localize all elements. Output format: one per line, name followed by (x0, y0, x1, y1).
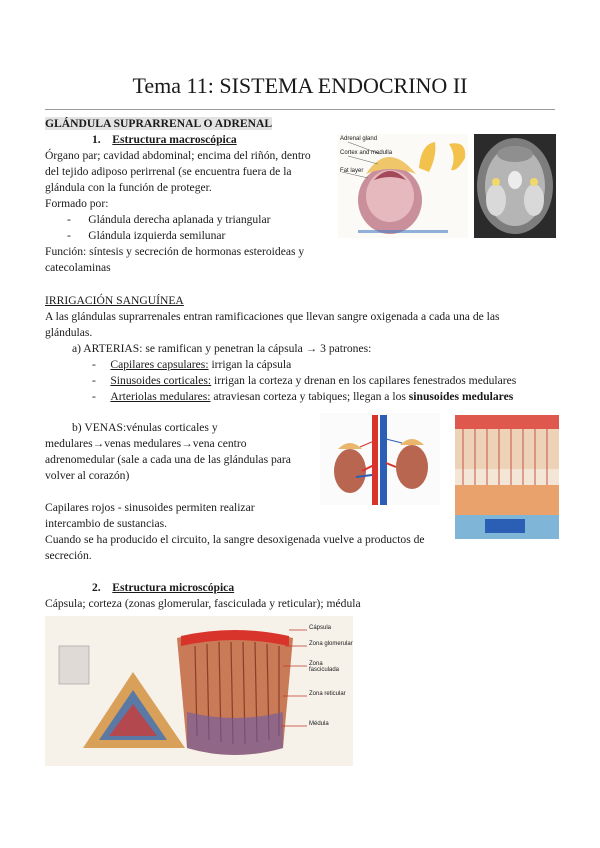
paragraph-line: Órgano par; cavidad abdominal; encima del riñón, dentro (45, 149, 311, 162)
list-item: - Sinusoides corticales: irrigan la corteza y drenan en los capilares fenestrados medulares (92, 374, 517, 387)
paragraph-line: del tejido adiposo perirrenal (se encuentra fuera de la (45, 165, 292, 178)
subheading-1-number: 1. (92, 133, 101, 146)
paragraph-line: adrenomedular (sale a cada una de las glándulas para (45, 453, 291, 466)
list-item-label: Arteriolas medulares: (110, 390, 211, 403)
subheading-2-label: Estructura microscópica (112, 581, 235, 594)
paragraph-line: Función: síntesis y secreción de hormonas esteroideas y (45, 245, 305, 258)
irrigation-heading: IRRIGACIÓN SANGUÍNEA (45, 294, 184, 307)
paragraph-line: A las glándulas suprarrenales entran ramificaciones que llevan sangre oxigenada a cada una de las (45, 310, 500, 323)
list-item-bold: sinusoides medulares (408, 390, 514, 403)
figure-label: Cortex and medulla (340, 150, 393, 156)
paragraph-line: Formado por: (45, 197, 109, 210)
list-item: - Glándula izquierda semilunar (67, 229, 226, 242)
section-heading-text: GLÁNDULA SUPRARRENAL O ADRENAL (45, 117, 273, 130)
ct-scan-figure (474, 134, 556, 238)
figure-label: Zona glomerular (309, 641, 353, 647)
paragraph-line: Cápsula; corteza (zonas glomerular, fasciculada y reticular); médula (45, 597, 361, 610)
paragraph-line: glándulas. (45, 326, 93, 339)
figure-label: Fat layer (340, 168, 364, 174)
paragraph-line: medulares→venas medulares→vena centro (45, 437, 247, 450)
microscopic-structure-figure (45, 616, 353, 766)
gland-shapes-figure (415, 138, 470, 176)
figure-label: Zona fasciculada (309, 661, 340, 673)
subheading-1 (92, 132, 237, 148)
title-divider (45, 109, 555, 110)
subheading-2-number: 2. (92, 581, 101, 594)
list-item-text: Glándula izquierda semilunar (88, 229, 226, 242)
cortex-section-figure (455, 415, 559, 539)
list-item: - Arteriolas medulares: atraviesan corteza y tabiques; llegan a los sinusoides medulares (92, 390, 514, 403)
list-item-text: irrigan la cápsula (208, 358, 292, 371)
list-item-text: Glándula derecha aplanada y triangular (88, 213, 271, 226)
subheading-2 (92, 580, 234, 596)
paragraph-line: b) VENAS:vénulas corticales y (72, 421, 218, 434)
subheading-1-label: Estructura macroscópica (112, 133, 237, 146)
paragraph-line: secreción. (45, 549, 92, 562)
list-item-label: Sinusoides corticales: (110, 374, 212, 387)
section-heading (45, 116, 272, 132)
paragraph-line: intercambio de sustancias. (45, 517, 168, 530)
list-item-text: atraviesan corteza y tabiques; llegan a los (210, 390, 409, 403)
paragraph-line: glándula con la función de proteger. (45, 181, 212, 194)
paragraph-line: volver al corazón) (45, 469, 130, 482)
arteries-line: a) ARTERIAS: se ramifican y penetran la cápsula → 3 patrones: (72, 342, 372, 355)
figure-label: Cápsula (309, 625, 332, 631)
page-title: Tema 11: SISTEMA ENDOCRINO II (132, 73, 468, 98)
paragraph-line: Capilares rojos - sinusoides permiten realizar (45, 501, 255, 514)
list-item: - Capilares capsulares: irrigan la cápsula (92, 358, 292, 371)
kidney-vessels-figure (320, 413, 440, 505)
list-item: - Glándula derecha aplanada y triangular (67, 213, 271, 226)
list-item-text: irrigan la corteza y drenan en los capilares fenestrados medulares (211, 374, 517, 387)
figure-label: Adrenal gland (340, 136, 378, 142)
paragraph-line: Cuando se ha producido el circuito, la sangre desoxigenada vuelve a productos de (45, 533, 425, 546)
figure-label: Zona reticular (309, 691, 346, 697)
figure-label: Médula (309, 721, 329, 727)
list-item-label: Capilares capsulares: (110, 358, 209, 371)
paragraph-line: catecolaminas (45, 261, 111, 274)
